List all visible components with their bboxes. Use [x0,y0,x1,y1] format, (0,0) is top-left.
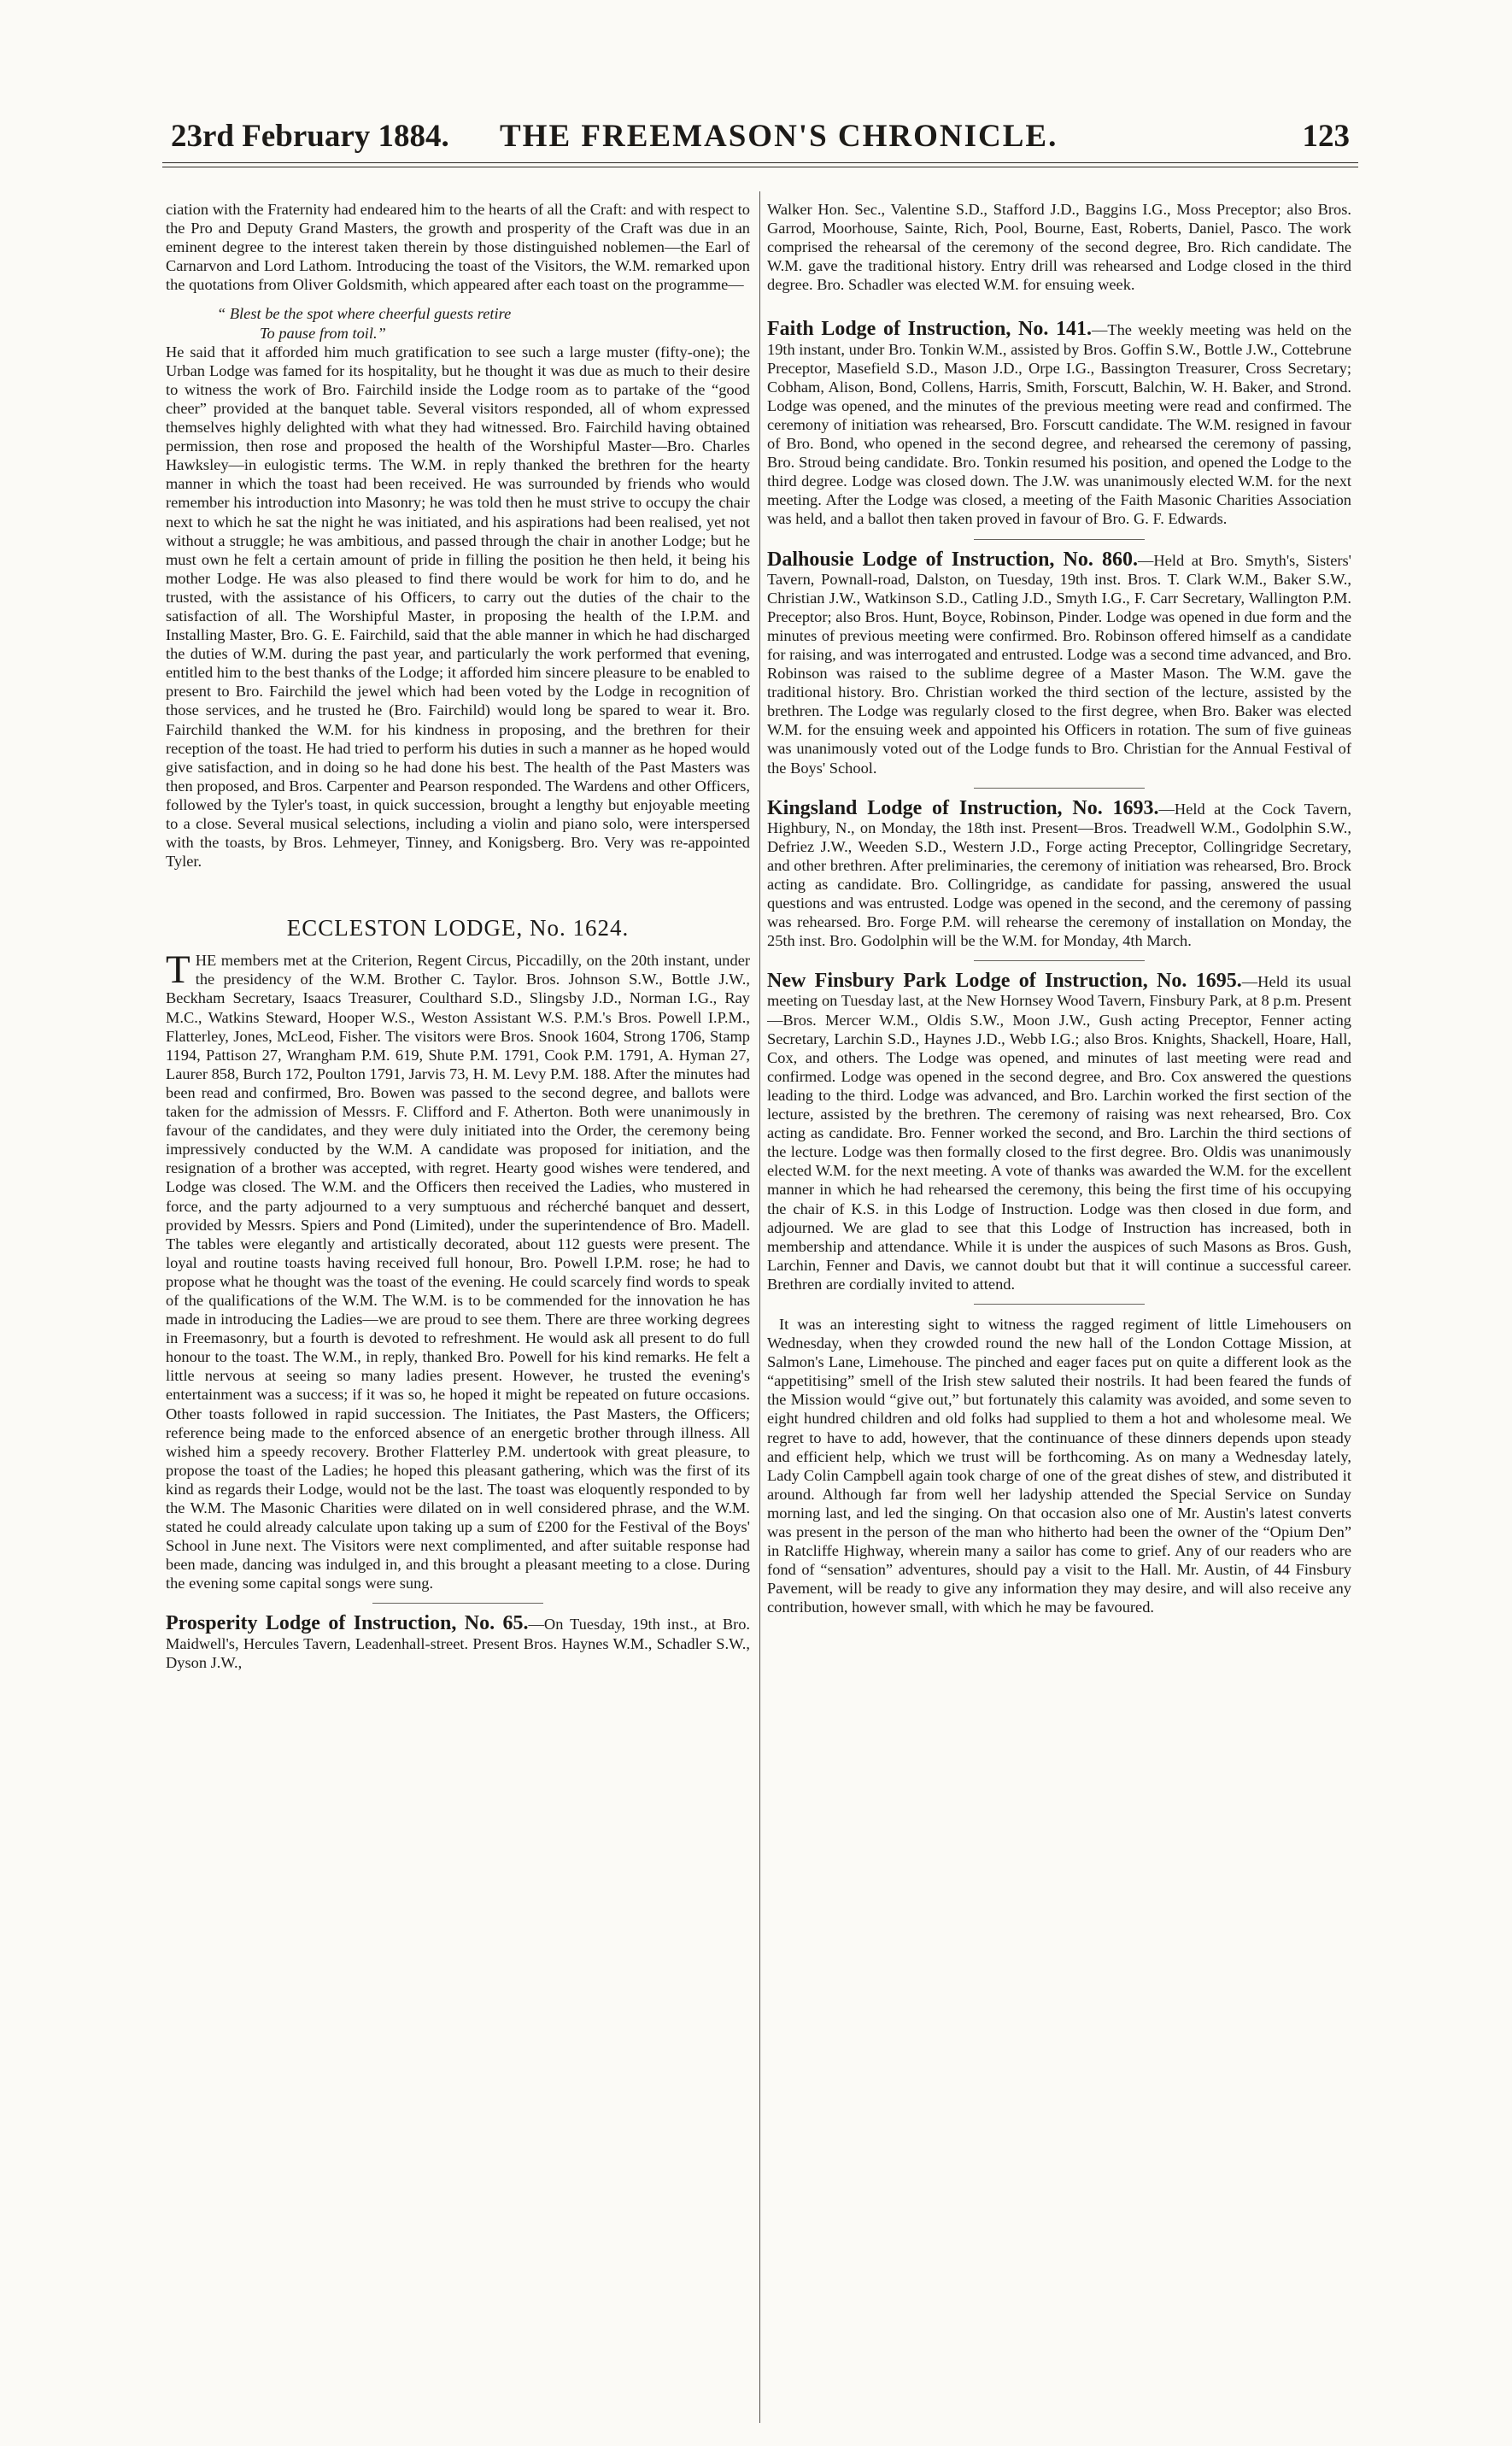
section-separator [974,539,1145,540]
finsbury-park-lodge-body: —Held its usual meeting on Tuesday last, at the New Hornsey Wood Tavern, Finsbury Park, at 8 p.m. Present—Bros. Mercer W.M., Oldis S.W., Moon J.W., Gush acting Preceptor, Fenner acting Secretary, Larchin S.D., Haynes J.D., Webb I.G.; also Bros. Knights, Shackell, Hoare, Hall, Cox, and others. The Lodge was opened, and minutes of last meeting were read and confirmed. Lodge was opened in the second degree, and Bro. Cox answered the questions leading to the third. Lodge was advanced, and Bro. Larchin worked the first section of the lecture, assisted by the brethren. The ceremony of raising was next rehearsed, Bro. Cox acting as candidate. Bro. Fenner worked the second, and Bro. Larchin the third sections of the lecture. Lodge was then formally closed to the first degree. Bro. Oldis was unanimously elected W.M. for the next meeting. A vote of thanks was awarded the W.M. for the excellent manner in which he had rehearsed the ceremony, this being the first time of his occupying the chair of K.S. in this Lodge of Instruction. Lodge was then closed in due form, and adjourned. We are glad to see that this Lodge of Instruction has increased, both in membership and attendance. While it is under the auspices of such Masons as Bros. Gush, Larchin, Fenner and Davis, we cannot doubt but that it will continue a successful career. Brethren are cordially invited to attend. [767,973,1351,1293]
spacer [767,294,1351,320]
dalhousie-lodge-heading: Dalhousie Lodge of Instruction, No. 860. [767,548,1139,571]
faith-lodge-body: —The weekly meeting was held on the 19th instant, under Bro. Tonkin W.M., assisted by Bros. Goffin S.W., Bottle J.W., Cottebrune Preceptor, Masefield S.D., Mason J.D., Orpe I.G., Bassington Treasurer, Cross Secretary; Cobham, Alison, Bond, Collens, Harris, Smith, Forscutt, Balchin, W. H. Baker, and Strond. Lodge was opened, and the minutes of the previous meeting were read and confirmed. The ceremony of initiation was rehearsed, Bro. Forscutt candidate. The W.M. resigned in favour of Bro. Bond, who opened in the second degree, and rehearsed the ceremony of passing, Bro. Stroud being candidate. Bro. Tonkin resumed his position, and opened the Lodge to the third degree. Lodge was closed down. The J.W. was unanimously elected W.M. for the next meeting. After the Lodge was closed, a meeting of the Faith Masonic Charities Association was held, and a ballot then taken proved in favour of Bro. G. F. Edwards. [767,321,1351,528]
faith-lodge-heading: Faith Lodge of Instruction, No. 141. [767,318,1092,341]
finsbury-park-lodge-heading: New Finsbury Park Lodge of Instruction, No. 1695. [767,970,1242,993]
kingsland-lodge-heading: Kingsland Lodge of Instruction, No. 1693. [767,796,1159,819]
section-separator [372,1603,543,1604]
eccleston-lodge-body: HE members met at the Criterion, Regent Circus, Piccadilly, on the 20th instant, under the presidency of the W.M. Brother C. Taylor. Bros. Johnson S.W., Bottle J.W., Beckham Secretary, Isaacs Treasurer, Coulthard S.D., Slingsby J.D., Norman I.G., Ray M.C., Watkins Steward, Hooper W.S., Weston Assistant W.S. P.M.'s Bros. Powell I.P.M., Flatterley, Jones, McLeod, Fisher. The visitors were Bros. Snook 1604, Strong 1706, Stamp 1194, Pattison 27, Wrangham P.M. 619, Shute P.M. 1791, Cook P.M. 1791, A. Hyman 27, Laurer 858, Burch 172, Poulton 1791, Jarvis 73, H. M. Levy P.M. 188. After the minutes had been read and confirmed, Bro. Bowen was passed to the second degree, and ballots were taken for the admission of Messrs. F. Clifford and F. Atherton. Both were unanimously in favour of the candidates, and they were duly initiated into the Order, the ceremony being impressively conducted by the W.M. A candidate was proposed for initiation, and the resignation of a brother was accepted, with regret. Hearty good wishes were tendered, and Lodge was closed. The W.M. and the Officers then received the Ladies, who mustered in force, and the party adjourned to a very sumptuous and récherché banquet and dessert, provided by Messrs. Spiers and Pond (Limited), under the superintendence of Bro. Madell. The tables were elegantly and artistically decorated, about 112 guests were present. The loyal and routine toasts having received full honour, Bro. Powell I.P.M. rose; he had to propose what he thought was the toast of the evening. He could scarcely find words to speak of the qualifications of the W.M. The W.M. is to be commended for the innovation he has made in introducing the Ladies—we are proud to see them. There are three working degrees in Freemasonry, but a fourth is devoted to refreshment. He would ask all present to do full honour to the toast. The W.M., in reply, thanked Bro. Powell for his kind remarks. He felt a little nervous at seeing so many ladies present. However, he trusted the evening's entertainment was a success; if it was so, he hoped it might be repeated on future occasions. Other toasts followed in rapid succession. The Initiates, the Past Masters, the Officers; reference being made to the enforced absence of an energetic brother through illness. All wished him a speedy recovery. Brother Flatterley P.M. undertook with great pleasure, to propose the toast of the Ladies; he hoped this pleasant gathering, which was the first of its kind as regards their Lodge, would not be the last. The toast was eloquently responded to by the W.M. The Masonic Charities were dilated on in well considered phrase, and the W.M. stated he could already calculate upon taking up a sum of £200 for the Festival of the Boys' School in June next. The Visitors were next complimented, and after suitable response had been made, dancing was indulged in, and this brought a pleasant meeting to a close. During the evening some capital songs were sung. [166,952,750,1593]
limehouse-mission-article: It was an interesting sight to witness the ragged regiment of little Limehousers on Wednesday, when they crowded round the new hall of the London Cottage Mission, at Salmon's Lane, Limehouse. The pinched and eager faces put on quite a different look as the “appetitising” smell of the Irish stew saluted their nostrils. It had been feared the funds of the Mission would “give out,” but fortunately this calamity was avoided, and some seven to eight hundred children and old folks had supplied to them a hot and wholesome meal. We regret to have to add, however, that the continuance of these dinners depends upon steady and efficient help, which we trust will be forthcoming. As on many a Wednesday lately, Lady Colin Campbell again took charge of one of the great dishes of stew, and distributed it around. Although far from well her ladyship attended the Special Service on Sunday morning last, and led the singing. On that occasion also one of Mr. Austin's latest converts was present in the person of the man who hitherto had been the owner of the “Opium Den” in Ratcliffe Highway, wherein many a sailor has come to grief. Any of our readers who are fond of “sensation” adventures, should pay a visit to the Hall. Mr. Austin, of 44 Finsbury Pavement, will be ready to give any information they may desire, and will also receive any contribution, however small, with which he may be favoured. [767,1315,1351,1616]
verse-line-1: “ Blest be the spot where cheerful guests retire [217,305,512,323]
article-continuation: ciation with the Fraternity had endeared him to the hearts of all the Craft: and with respect to the Pro and Deputy Grand Masters, the growth and prosperity of the Craft was due in an eminent degree to the interest taken therein by those distinguished noblemen—the Earl of Carnarvon and Lord Lathom. Introducing the toast of the Visitors, the W.M. remarked upon the quotations from Oliver Goldsmith, which appeared after each toast on the programme— [166,201,750,294]
section-separator [974,960,1145,961]
section-separator [974,788,1145,789]
kingsland-lodge-article [767,796,1351,951]
page-number: 123 [1302,119,1350,154]
masthead-title: THE FREEMASON'S CHRONICLE. [500,119,1058,154]
article-body: He said that it afforded him much gratification to see such a large muster (fifty-one); the Urban Lodge was famed for its hospitality, but he thought it was due as much to their desire to witness the work of Bro. Fairchild inside the Lodge room as to partake of the “good cheer” provided at the banquet table. Several visitors responded, all of whom expressed themselves highly delighted with what they had witnessed. Bro. Fairchild having obtained permission, then rose and proposed the health of the Worshipful Master—Bro. Charles Hawksley—in eulogistic terms. The W.M. in reply thanked the brethren for the hearty manner in which the toast had been received. He was surrounded by friends who would remember his introduction into Masonry; he was told then he must strive to occupy the chair next to which he sat the night he was initiated, and his aspirations had been realised, yet not without a struggle; he was ambitious, and passed through the chair in another Lodge; but he must own he felt a certain amount of pride in filling the position he then held, it being his mother Lodge. He was also pleased to find there would be work for him to do, and he trusted, with the assistance of his Officers, to carry out the duties of the chair to the satisfaction of all. The Worshipful Master, in proposing the health of the I.P.M. and Installing Master, Bro. G. E. Fairchild, said that the able manner in which he had discharged the duties of W.M. during the past year, and particularly the work performed that evening, entitled him to the best thanks of the Lodge; it afforded him sincere pleasure to be enabled to present to Bro. Fairchild the jewel which had been voted by the Lodge in recognition of those services, and he trusted he (Bro. Fairchild) would long be spared to wear it. Bro. Fairchild thanked the W.M. for his kindness in proposing, and the brethren for their reception of the toast. He had tried to perform his duties in such a manner as he hoped would give satisfaction, and in doing so he had done his best. The health of the Past Masters was then proposed, and Bros. Carpenter and Pearson responded. The Wardens and other Officers, followed by the Tyler's toast, in quick succession, brought a lengthy but enjoyable meeting to a close. Several musical selections, including a violin and piano solo, were interspersed with the toasts, by Bros. Lehmeyer, Tinney, and Konigsberg. Bro. Very was re-appointed Tyler. [166,343,750,871]
quotation-verse [166,304,750,342]
dalhousie-lodge-body: —Held at Bro. Smyth's, Sisters' Tavern, Pownall-road, Dalston, on Tuesday, 19th inst. Bros. T. Clark W.M., Baker S.W., Christian J.W., Watkinson S.D., Catling J.D., Smyth I.G., F. Carr Secretary, Wallington P.M. Preceptor; also Bros. Hunt, Boyce, Robinson, Pinder. Lodge was opened in due form and the minutes of previous meeting were confirmed. Bro. Robinson offered himself as a candidate for raising, and was interrogated and entrusted. Lodge was a second time advanced, and Bro. Robinson was raised to the sublime degree of a Master Mason. The W.M. gave the traditional history. Bro. Christian worked the third section of the lecture, assisted by the brethren. The Lodge was regularly closed to the first degree, when Bro. Baker was elected W.M. for the ensuing week and appointed his Officers in rotation. The sum of five guineas was unanimously voted out of the Lodge funds to Bro. Christian for the Annual Festival of the Boys' School. [767,551,1351,777]
column-divider [759,191,760,2423]
eccleston-lodge-article [166,947,750,1593]
dalhousie-lodge-article [767,550,1351,777]
prosperity-lodge-heading: Prosperity Lodge of Instruction, No. 65. [166,1612,529,1635]
masthead-date: 23rd February 1884. [171,119,449,154]
prosperity-lodge-body: —On Tuesday, 19th inst., at Bro. Maidwell's, Hercules Tavern, Leadenhall-street. Present Bros. Haynes W.M., Schadler S.W., Dyson J.W., [166,1616,750,1671]
masthead-rule-top [162,162,1358,163]
verse-line-2: To pause from toil.” [260,324,386,342]
right-column [767,200,1351,2421]
left-column [166,200,750,2421]
finsbury-park-lodge-article [767,971,1351,1293]
masthead [171,118,1350,157]
kingsland-lodge-body: —Held at the Cock Tavern, Highbury, N., on Monday, the 18th inst. Present—Bros. Treadwell W.M., Godolphin S.W., Defriez J.W., Weeden S.D., Western J.D., Forge acting Preceptor, Collingridge Secretary, and other brethren. After preliminaries, the ceremony of initiation was rehearsed, Bro. Brock acting as candidate. Bro. Collingridge, as candidate for passing, answered the usual questions and was entrusted. Lodge was opened in the second, and the ceremony of passing was rehearsed. Bro. Forge P.M. will rehearse the ceremony of installation on Monday, the 25th inst. Bro. Godolphin will be the W.M. for Monday, 4th March. [767,800,1351,950]
faith-lodge-article [767,320,1351,528]
section-separator [974,1304,1145,1305]
prosperity-continuation: Walker Hon. Sec., Valentine S.D., Stafford J.D., Baggins I.G., Moss Preceptor; also Bros. Garrod, Moorhouse, Sainte, Rich, Pool, Bourne, East, Roberts, Daniel, Pasco. The work comprised the rehearsal of the ceremony of the second degree, Bro. Rich candidate. The W.M. gave the traditional history. Entry drill was rehearsed and Lodge closed in the third degree. Bro. Schadler was elected W.M. for ensuing week. [767,201,1351,294]
prosperity-lodge-article [166,1614,750,1671]
drop-cap: T [166,947,190,993]
eccleston-lodge-heading: ECCLESTON LODGE, No. 1624. [286,915,630,941]
